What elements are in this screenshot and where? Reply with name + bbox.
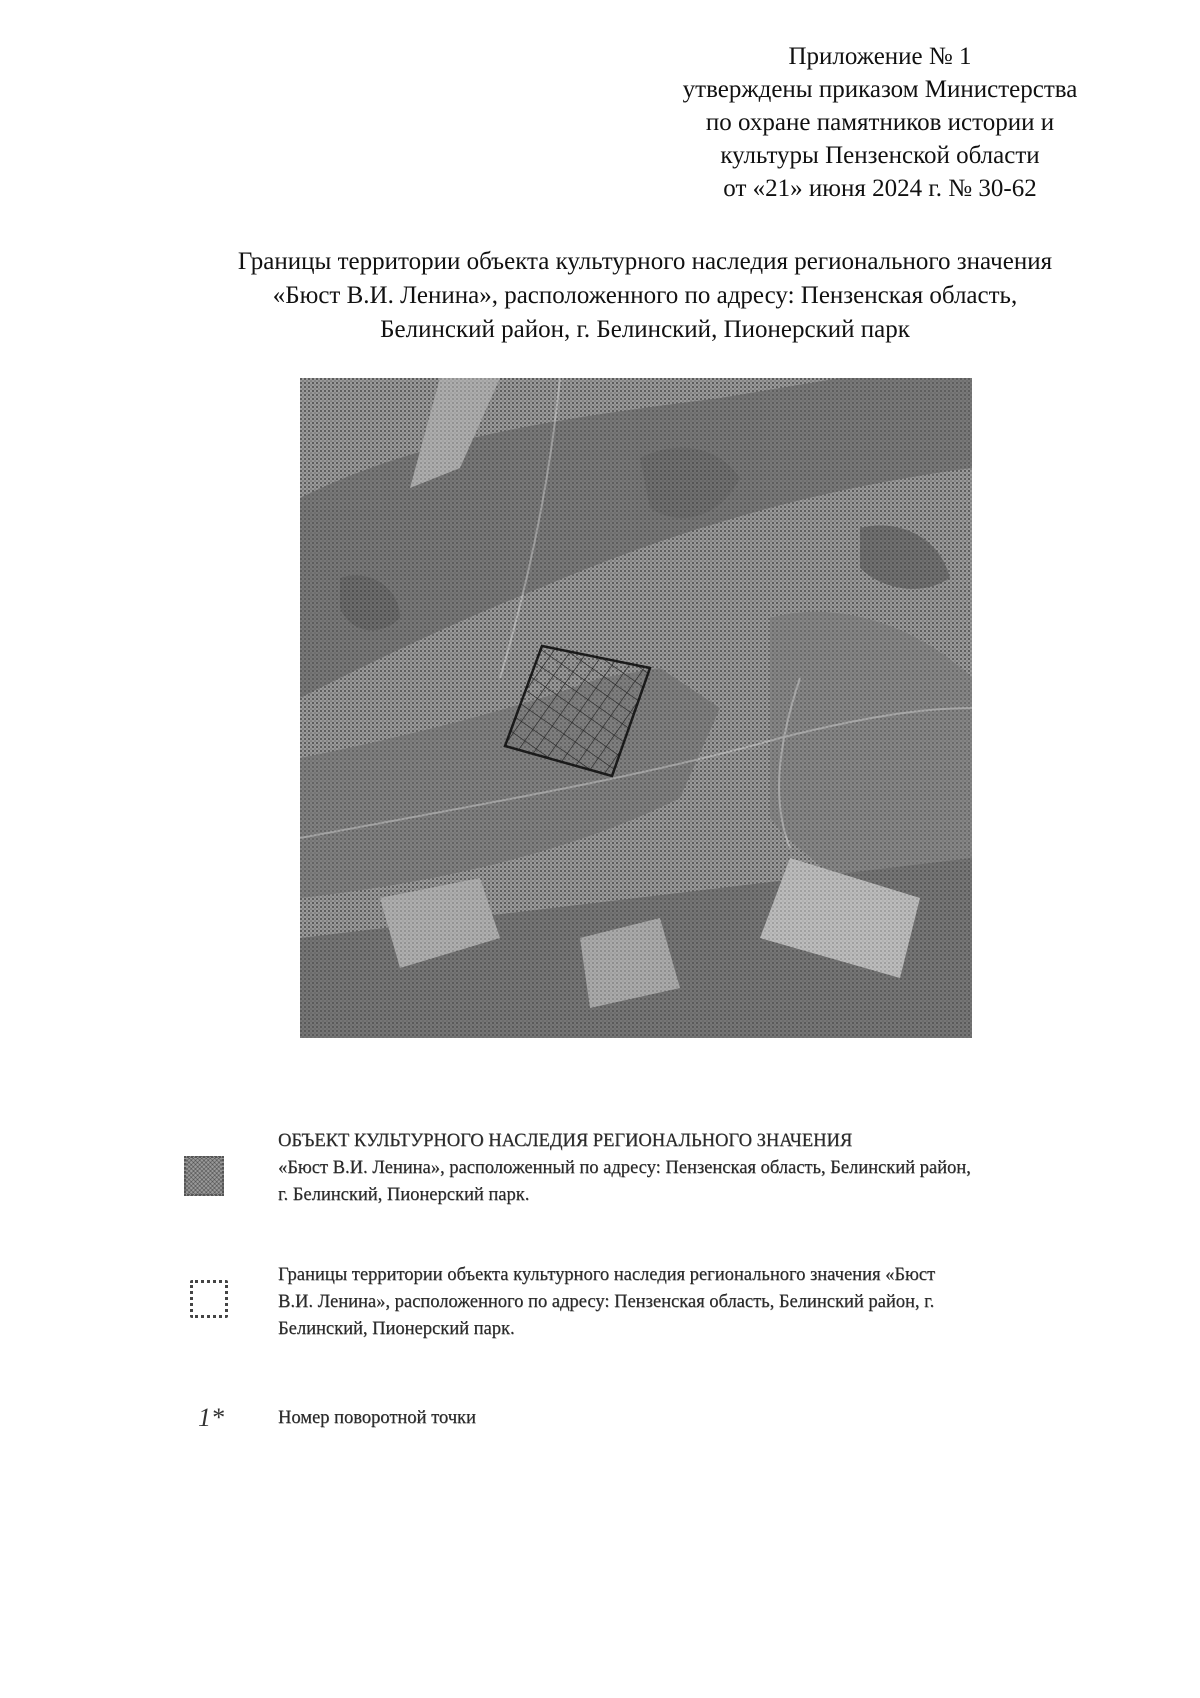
aerial-map <box>300 378 972 1038</box>
legend-object-line-2: «Бюст В.И. Ленина», расположенный по адресу: Пензенская область, Белинский район, <box>278 1158 971 1178</box>
hatched-square-swatch-icon <box>184 1156 224 1196</box>
title-line-2: «Бюст В.И. Ленина», расположенного по адресу: Пензенская область, <box>272 282 1018 309</box>
legend-point <box>180 1405 1120 1445</box>
legend-territory <box>180 1262 1120 1362</box>
legend-territory-line-1: Границы территории объекта культурного наследия регионального значения «Бюст <box>278 1265 936 1285</box>
title-line-1: Границы территории объекта культурного наследия регионального значения <box>237 248 1053 275</box>
title-line-3: Белинский район, г. Белинский, Пионерский парк <box>380 316 910 343</box>
region-line: культуры Пензенской области <box>720 142 1040 169</box>
ministry-line: по охране памятников истории и <box>705 109 1055 136</box>
legend-point-text: Номер поворотной точки <box>278 1408 476 1428</box>
approval-line: утверждены приказом Министерства <box>682 76 1078 103</box>
aerial-photo-image <box>300 378 972 1038</box>
legend-object-text <box>278 1128 1118 1209</box>
legend-point-label <box>278 1405 1118 1432</box>
document-title <box>100 245 1190 347</box>
legend-territory-line-3: Белинский, Пионерский парк. <box>278 1319 515 1339</box>
appendix-header <box>640 40 1120 205</box>
legend-territory-text <box>278 1262 1118 1343</box>
legend-object-heading: ОБЪЕКТ КУЛЬТУРНОГО НАСЛЕДИЯ РЕГИОНАЛЬНОГО ЗНАЧЕНИЯ <box>278 1131 853 1151</box>
point-number-symbol: 1* <box>198 1403 224 1432</box>
appendix-number: Приложение № 1 <box>788 43 972 70</box>
legend-object <box>180 1128 1120 1228</box>
legend-object-line-3: г. Белинский, Пионерский парк. <box>278 1185 530 1205</box>
legend-territory-line-2: В.И. Ленина», расположенного по адресу: Пензенская область, Белинский район, г. <box>278 1292 935 1312</box>
outline-square-swatch-icon <box>190 1280 228 1318</box>
order-date-line: от «21» июня 2024 г. № 30-62 <box>723 175 1037 202</box>
